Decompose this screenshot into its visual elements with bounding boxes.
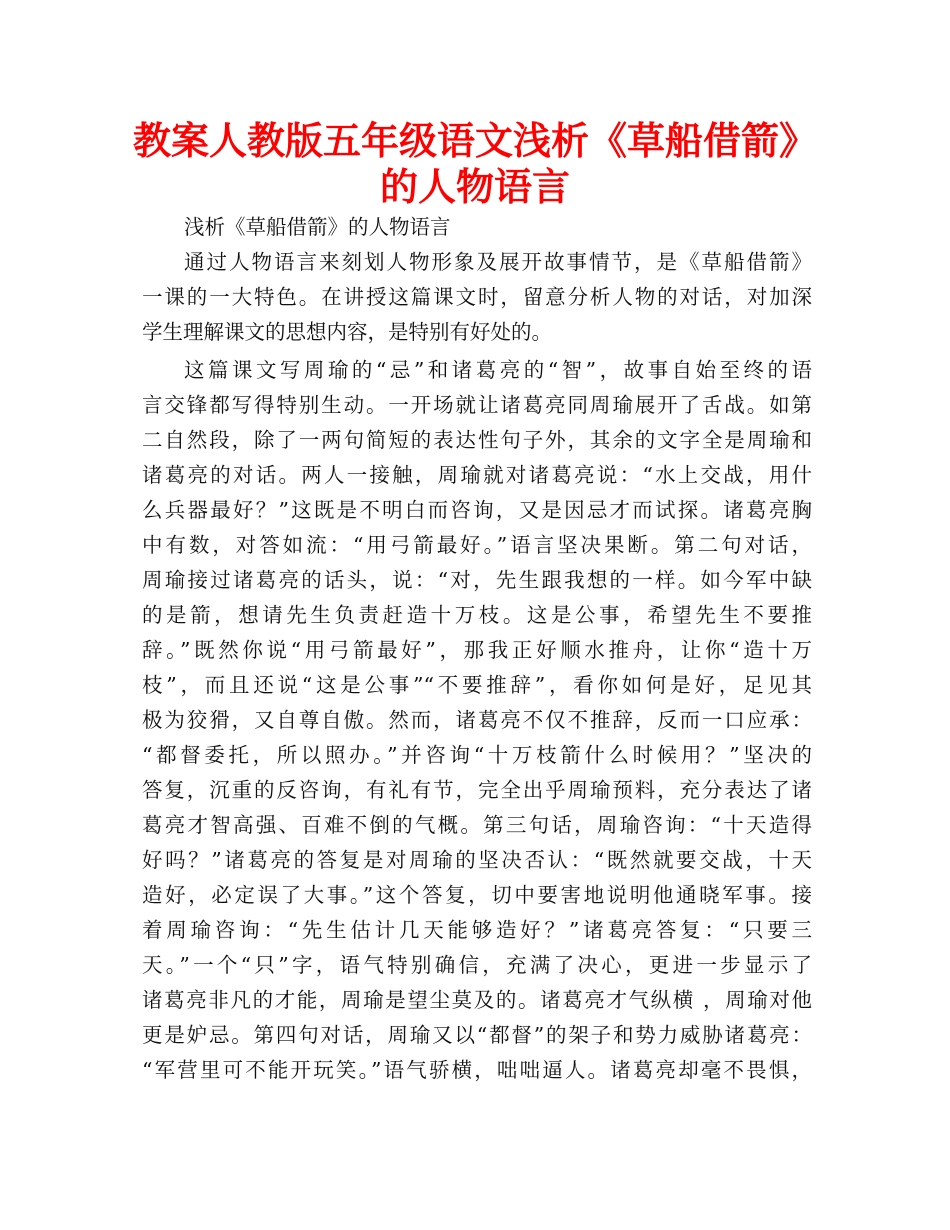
paragraph-line: 通过人物语言来刻划人物形象及展开故事情节，是《草船借箭》	[184, 250, 812, 274]
paragraph-2	[142, 353, 812, 1088]
paragraph-line: 着周瑜咨询：“先生估计几天能够造好？”诸葛亮答复：“只要三	[142, 918, 812, 942]
paragraph-line: 一课的一大特色。在讲授这篇课文时，留意分析人物的对话，对加深	[142, 285, 812, 309]
paragraph-line: 的是箭，想请先生负责赶造十万枝。这是公事，希望先生不要推	[142, 603, 812, 627]
document-body	[142, 210, 812, 1088]
paragraph-line: 二自然段，除了一两句简短的表达性句子外，其余的文字全是周瑜和	[142, 428, 812, 452]
paragraph-1	[142, 245, 812, 350]
paragraph-line: “军营里可不能开玩笑。”语气骄横，咄咄逼人。诸葛亮却毫不畏惧，	[142, 1058, 812, 1082]
paragraph-line: 更是妒忌。第四句对话，周瑜又以“都督”的架子和势力威胁诸葛亮：	[142, 1023, 812, 1047]
paragraph-line: “都督委托，所以照办。”并咨询“十万枝箭什么时候用？”坚决的	[142, 743, 812, 767]
paragraph-line: 诸葛亮的对话。两人一接触，周瑜就对诸葛亮说：“水上交战，用什	[142, 463, 812, 487]
paragraph-line: 诸葛亮非凡的才能，周瑜是望尘莫及的。诸葛亮才气纵横 ，周瑜对他	[142, 988, 812, 1012]
paragraph-line: 中有数，对答如流：“用弓箭最好。”语言坚决果断。第二句对话，	[142, 533, 812, 557]
paragraph-line: 好吗？”诸葛亮的答复是对周瑜的坚决否认：“既然就要交战，十天	[142, 848, 812, 872]
paragraph-line: 葛亮才智高强、百难不倒的气概。第三句话，周瑜咨询：“十天造得	[142, 813, 812, 837]
document-title	[120, 118, 830, 210]
paragraph-line: 枝”，而且还说“这是公事”“不要推辞”，看你如何是好，足见其	[142, 673, 812, 697]
paragraph-line: 周瑜接过诸葛亮的话头，说：“对，先生跟我想的一样。如今军中缺	[142, 568, 812, 592]
title-line-1: 教案人教版五年级语文浅析《草船借箭》	[132, 119, 817, 163]
paragraph-line: 极为狡猾，又自尊自傲。然而，诸葛亮不仅不推辞，反而一口应承：	[142, 708, 812, 732]
paragraph-line: 天。”一个“只”字，语气特别确信，充满了决心，更进一步显示了	[142, 953, 812, 977]
paragraph-line: 这篇课文写周瑜的“忌”和诸葛亮的“智”，故事自始至终的语	[184, 358, 812, 382]
paragraph-line: 答复，沉重的反咨询，有礼有节，完全出乎周瑜预料，充分表达了诸	[142, 778, 812, 802]
paragraph-line: 学生理解课文的思想内容，是特别有好处的。	[142, 320, 552, 344]
paragraph-line: 辞。”既然你说“用弓箭最好”，那我正好顺水推舟，让你“造十万	[142, 638, 812, 662]
paragraph-line: 言交锋都写得特别生动。一开场就让诸葛亮同周瑜展开了舌战。如第	[142, 393, 812, 417]
paragraph-line: 造好，必定误了大事。”这个答复，切中要害地说明他通晓军事。接	[142, 883, 812, 907]
paragraph-line: 么兵器最好？”这既是不明白而咨询，又是因忌才而试探。诸葛亮胸	[142, 498, 812, 522]
title-line-2: 的人物语言	[379, 165, 570, 209]
subtitle: 浅析《草船借箭》的人物语言	[184, 215, 451, 239]
